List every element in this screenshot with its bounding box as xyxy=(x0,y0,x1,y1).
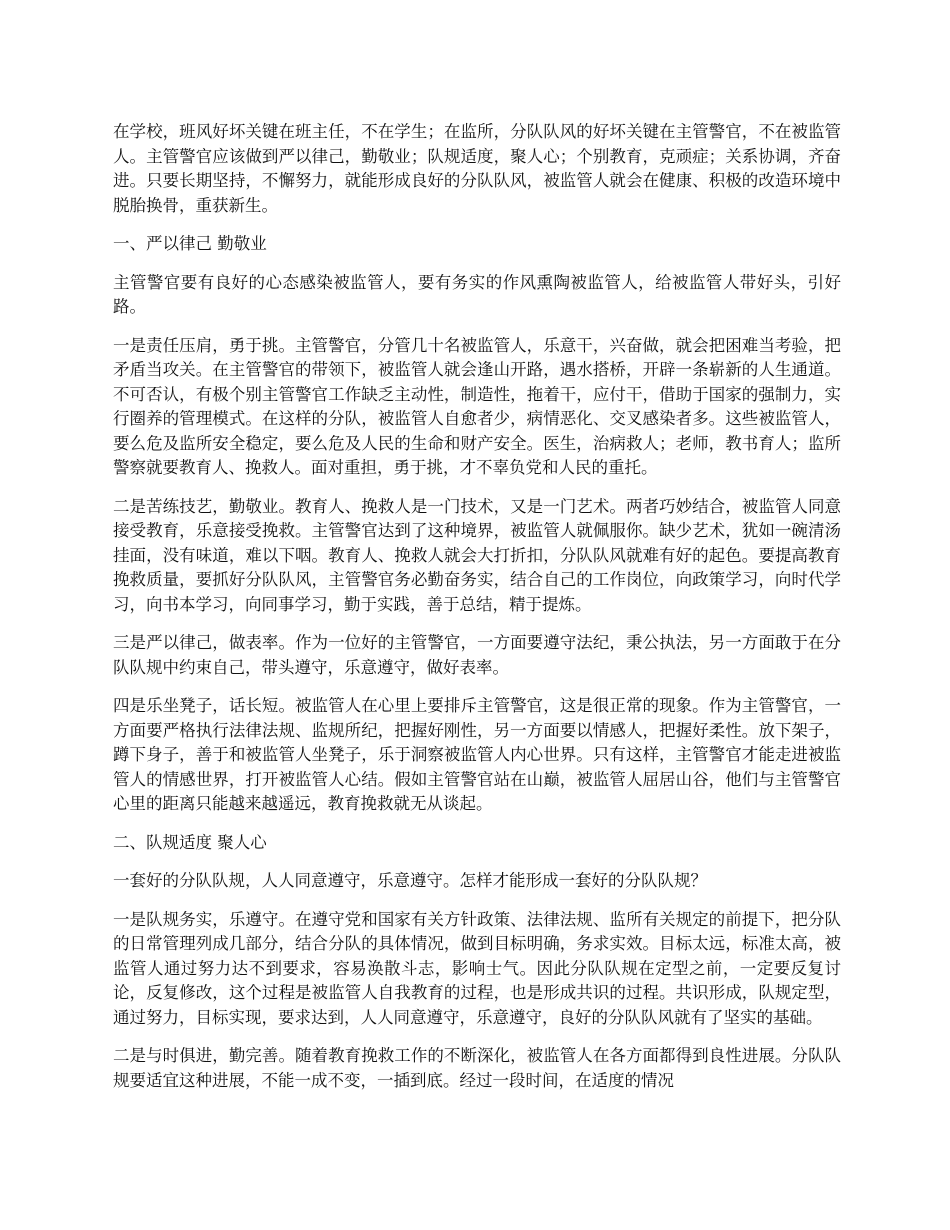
paragraph: 主管警官要有良好的心态感染被监管人，要有务实的作风熏陶被监管人，给被监管人带好头，引好路。 xyxy=(113,272,841,316)
document-body xyxy=(113,120,841,1107)
paragraph: 一是队规务实，乐遵守。在遵守党和国家有关方针政策、法律法规、监所有关规定的前提下，把分队的日常管理列成几部分，结合分队的具体情况，做到目标明确，务求实效。目标太远，标准太高，被监管人通过努力达不到要求，容易涣散斗志，影响士气。因此分队队规在定型之前，一定要反复讨论，反复修改，这个过程是被监管人自我教育的过程，也是形成共识的过程。共识形成，队规定型，通过努力，目标实现，要求达到，人人同意遵守，乐意遵守，良好的分队队风就有了坚实的基础。 xyxy=(113,909,841,1027)
section-heading-2: 二、队规适度 聚人心 xyxy=(113,832,267,852)
section-heading-1: 一、严以律己 勤敬业 xyxy=(113,234,267,253)
paragraph: 三是严以律己，做表率。作为一位好的主管警官，一方面要遵守法纪，秉公执法，另一方面敢于在分队队规中约束自己，带头遵守，乐意遵守，做好表率。 xyxy=(113,633,841,677)
paragraph: 一套好的分队队规，人人同意遵守，乐意遵守。怎样才能形成一套好的分队队规？ xyxy=(113,871,707,890)
paragraph: 四是乐坐凳子，话长短。被监管人在心里上要排斥主管警官，这是很正常的现象。作为主管警官，一方面要严格执行法律法规、监规所纪，把握好刚性，另一方面要以情感人，把握好柔性。放下架子，蹲下身子，善于和被监管人坐凳子，乐于洞察被监管人内心世界。只有这样，主管警官才能走进被监管人的情感世界，打开被监管人心结。假如主管警官站在山巅，被监管人屈居山谷，他们与主管警官心里的距离只能越来越遥远，教育挽救就无从谈起。 xyxy=(113,696,841,813)
paragraph: 二是苦练技艺，勤敬业。教育人、挽救人是一门技术，又是一门艺术。两者巧妙结合，被监管人同意接受教育，乐意接受挽救。主管警官达到了这种境界，被监管人就佩服你。缺少艺术，犹如一碗清汤挂面，没有味道，难以下咽。教育人、挽救人就会大打折扣，分队队风就难有好的起色。要提高教育挽救质量，要抓好分队队风，主管警官务必勤奋务实，结合自己的工作岗位，向政策学习，向时代学习，向书本学习，向同事学习，勤于实践，善于总结，精于提炼。 xyxy=(113,496,841,614)
paragraph: 一是责任压肩，勇于挑。主管警官，分管几十名被监管人，乐意干，兴奋做，就会把困难当考验，把矛盾当攻关。在主管警官的带领下，被监管人就会逢山开路，遇水搭桥，开辟一条崭新的人生通道。不可否认，有极个别主管警官工作缺乏主动性，制造性，拖着干，应付干，借助于国家的强制力，实行圈养的管理模式。在这样的分队，被监管人自愈者少，病情恶化、交叉感染者多。这些被监管人，要么危及监所安全稳定，要么危及人民的生命和财产安全。医生，治病救人；老师，教书育人；监所警察就要教育人、挽救人。面对重担，勇于挑，才不辜负党和人民的重托。 xyxy=(113,335,841,477)
intro-paragraph: 在学校，班风好坏关键在班主任，不在学生；在监所，分队队风的好坏关键在主管警官，不在被监管人。主管警官应该做到严以律己，勤敬业；队规适度，聚人心；个别教育，克顽症；关系协调，齐奋进。只要长期坚持，不懈努力，就能形成良好的分队队风，被监管人就会在健康、积极的改造环境中脱胎换骨，重获新生。 xyxy=(113,122,841,215)
paragraph: 二是与时俱进，勤完善。随着教育挽救工作的不断深化，被监管人在各方面都得到良性进展。分队队规要适宜这种进展，不能一成不变，一插到底。经过一段时间，在适度的情况 xyxy=(113,1046,841,1090)
